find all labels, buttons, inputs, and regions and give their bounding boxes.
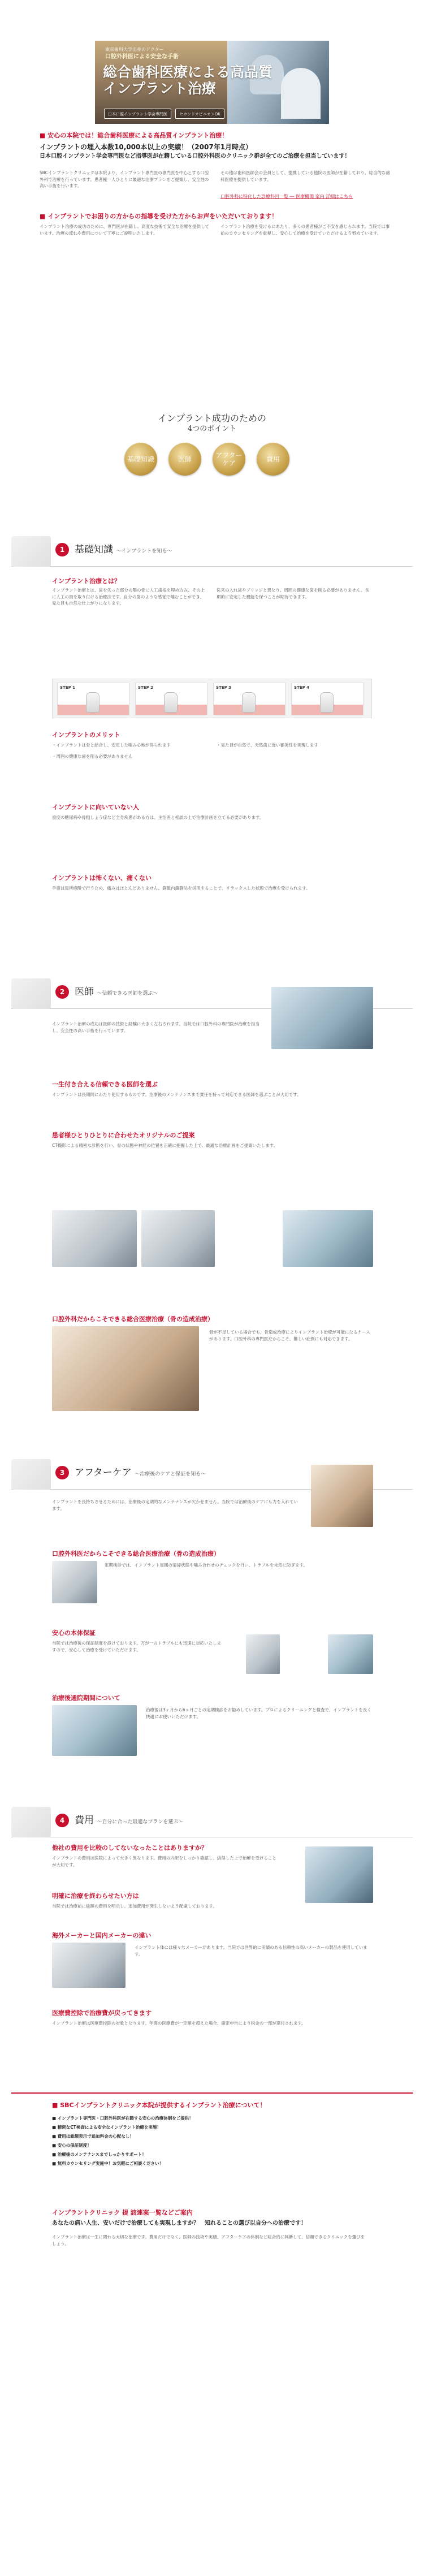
- implant-maker-photo: [52, 1943, 126, 1988]
- section3-deco: [11, 1459, 51, 1490]
- s2-p4: 骨が不足している場合でも、骨造成治療によりインプラント治療が可能になるケースがあります。口腔外科の専門医だからこそ、難しい症例にも対応できます。: [209, 1330, 370, 1341]
- summary-item-3: ■ 費用は総額表示で追加料金の心配なし！: [52, 2134, 134, 2139]
- s4-p1: インプラントの費用は医院によって大きく異なります。費用の内訳をしっかり確認し、納得した上で治療を受けることが大切です。: [52, 1856, 276, 1867]
- summary-item-4: ■ 安心の保証制度！: [52, 2143, 92, 2148]
- section1-title: [75, 543, 172, 557]
- s3-h2: 安心の本体保証: [52, 1629, 96, 1637]
- checkup-photo: [52, 1561, 97, 1603]
- point-doctor[interactable]: 医師: [168, 443, 201, 476]
- footer-body: インプラント治療は一生に関わる大切な治療です。費用だけでなく、医師の技術や実績、アフターケアの体制など総合的に判断して、信頼できるクリニックを選びましょう。: [52, 2234, 365, 2246]
- s3-h1: 口腔外科医だからこそできる総合医療治療（骨の造成治療）: [52, 1550, 220, 1557]
- section3-subtitle: ～治療後のケアと保証を知る～: [135, 1472, 206, 1477]
- s1-m1: ・インプラントは骨と結合し、安定した噛み心地が得られます: [52, 743, 171, 748]
- hero-chip-specialist[interactable]: 日本口腔インプラント学会専門医: [104, 109, 171, 119]
- s1-h1: インプラント治療とは？: [52, 577, 120, 585]
- section4-deco: [11, 1807, 51, 1837]
- intro2-body-right: インプラント治療を受けるにあたり、多くの患者様がご不安を感じられます。当院では事前のカウンセリングを重視し、安心して治療を受けていただけるよう努めています。: [220, 224, 390, 236]
- intro2-body-left: インプラント治療の成功のために、専門医が在籍し、高度な技術で安全な治療を提供しています。治療の流れや費用について丁寧にご説明いたします。: [40, 224, 209, 236]
- section2-title-text: 医師: [75, 986, 94, 998]
- section4-number: 4: [55, 1814, 69, 1827]
- s2-h3: 口腔外科だからこそできる総合医療治療（骨の造成治療）: [52, 1315, 214, 1323]
- summary-item-1: ■ インプラント専門医・口腔外科医が在籍する安心の治療体制をご提供！: [52, 2116, 193, 2121]
- s1-m3: ・見た目が自然で、天然歯に近い審美性を実現します: [217, 743, 318, 748]
- s4-h1: 他社の費用を比較のしてないなったことはありますか？: [52, 1844, 207, 1852]
- step-2: [135, 683, 207, 715]
- step-4-label: STEP 4: [294, 685, 310, 690]
- section3-title-text: アフターケア: [75, 1467, 132, 1478]
- point-aftercare[interactable]: アフターケア: [213, 443, 245, 476]
- section4-subtitle: ～自分に合った最適なプランを選ぶ～: [97, 1819, 184, 1825]
- s3-p2: 定期検診では、インプラント周囲の清掃状態や噛み合わせのチェックを行い、トラブルを未然に防ぎます。: [105, 1563, 308, 1568]
- s4-p3: インプラント体には様々なメーカーがあります。当院では世界的に実績のある信頼性の高いメーカーの製品を使用しています。: [135, 1945, 367, 1957]
- intro-tag: ■ 安心の本院では！総合歯科医療による高品質インプラント治療！: [40, 132, 228, 139]
- s1-h3: インプラントに向いていない人: [52, 804, 139, 811]
- section2-subtitle: ～信頼できる医師を選ぶ～: [97, 991, 158, 996]
- s2-p2: インプラントは長期間にわたり使用するものです。治療後のメンテナンスまで責任を持って対応できる医師を選ぶことが大切です。: [52, 1092, 301, 1097]
- s4-h2: 明確に治療を終わらせたい方は: [52, 1892, 139, 1900]
- intro-body-right: その他は歯科医師会の会員として、提携している他院の医師が在籍しており、総合的な歯科医療を提供しています。: [220, 170, 390, 182]
- s4-p2: 当院では治療前に総額の費用を明示し、追加費用が発生しないよう配慮しております。: [52, 1904, 217, 1909]
- s4-h3: 海外メーカーと国内メーカーの違い: [52, 1932, 152, 1939]
- warranty-photo: [328, 1634, 373, 1674]
- s2-p1: インプラント治療の成功は医師の技術と経験に大きく左右されます。当院では口腔外科の専門医が治療を担当し、安全性の高い手術を行っています。: [52, 1021, 259, 1033]
- s1-n1: 重度の糖尿病や骨粗しょう症など全身疾患がある方は、主治医と相談の上で治療計画を立てる必要があります。: [52, 815, 264, 820]
- hero-banner: [95, 41, 329, 124]
- s2-h1: 一生付き合える信頼できる医師を選ぶ: [52, 1081, 158, 1088]
- intro-link[interactable]: 口腔外科に特化した診療科目一覧 ― 医療機関 案内 詳細はこちら: [220, 194, 353, 199]
- section1-header: [11, 536, 413, 567]
- summary-item-2: ■ 精密なCT検査による安全なインプラント治療を実施！: [52, 2125, 161, 2130]
- s1-m2: ・周囲の健康な歯を削る必要がありません: [52, 754, 133, 759]
- summary-item-6: ■ 無料カウンセリング実施中！お気軽にご相談ください！: [52, 2161, 164, 2166]
- points-title-2: 4つのポイント: [187, 425, 237, 433]
- footer-tag: インプラントクリニック 提 該連案一覧などご案内: [52, 2209, 193, 2216]
- hero-sub: 東京歯科大学出身のドクター: [105, 47, 164, 52]
- section1-number: 1: [55, 543, 69, 556]
- clinic-visit-photo: [52, 1705, 137, 1756]
- section3-title: [75, 1466, 206, 1480]
- point-cost[interactable]: 費用: [257, 443, 289, 476]
- section2-deco: [11, 978, 51, 1009]
- intro-body-left: SBCインプラントクリニックは本院より、インプラント専門医の専門医を中心とする口腔外科で治療を行っています。患者様一人ひとりに最適な治療プランをご提案し、安全性の高い手術を行います。: [40, 170, 209, 189]
- hero-chip-second-opinion[interactable]: セカンドオピニオンOK: [175, 109, 224, 119]
- s2-h2: 患者様ひとりひとりに合わせたオリジナルのご提案: [52, 1132, 195, 1139]
- s2-p3: CT撮影による精密な診断を行い、骨の状態や神経の位置を正確に把握した上で、最適な治療計画をご提案いたします。: [52, 1143, 278, 1148]
- s1-h4: インプラントは怖くない、痛くない: [52, 874, 152, 882]
- s1-p1: インプラント治療とは、歯を失った部分の顎の骨に人工歯根を埋め込み、その上に人工の歯を取り付ける治療法です。自分の歯のような感覚で噛むことができ、見た目も自然な仕上がりになります。: [52, 588, 205, 606]
- step-1-label: STEP 1: [60, 685, 76, 690]
- s3-h3: 治療後通院期間について: [52, 1694, 120, 1702]
- aftercare-doctor-photo: [311, 1465, 373, 1527]
- intro-lead2: 日本口腔インプラント学会専門医など指導医が在籍している口腔外科医のクリニック群が全てのご治療を担当しています！: [40, 153, 351, 159]
- instrument-tray-photo: [283, 1210, 373, 1267]
- intro2-tag: ■ インプラントでお困りの方からの指導を受けた方からお声をいただいております！: [40, 213, 278, 220]
- equipment-photo: [141, 1210, 215, 1267]
- s3-p3: 当院では治療後の保証制度を設けております。万が一のトラブルにも迅速に対応いたしますので、安心して治療を受けていただけます。: [52, 1641, 222, 1652]
- hero-title: 総合歯科医療による高品質インプラント治療: [103, 64, 273, 97]
- s1-p2: 従来の入れ歯やブリッジと異なり、周囲の健康な歯を削る必要がありません。長期的に安定した機能を保つことが期待できます。: [217, 588, 369, 599]
- step-1: [57, 683, 129, 715]
- section1-subtitle: ～インプラントを知る～: [116, 549, 172, 554]
- point-basic[interactable]: 基礎知識: [124, 443, 157, 476]
- step-4: [291, 683, 364, 715]
- section4-title: [75, 1814, 183, 1828]
- cost-doctor-photo: [305, 1846, 373, 1903]
- s4-p4: インプラント治療は医療費控除の対象となります。年間の医療費が一定額を超えた場合、確定申告により税金の一部が還付されます。: [52, 2021, 306, 2026]
- doctor-photo: [271, 987, 373, 1049]
- points-title-1: インプラント成功のための: [157, 413, 266, 424]
- section1-title-text: 基礎知識: [75, 544, 113, 555]
- section4-title-text: 費用: [75, 1815, 94, 1826]
- s1-h2: インプラントのメリット: [52, 731, 120, 739]
- s3-p1: インプラントを長持ちさせるためには、治療後の定期的なメンテナンスが欠かせません。当院では治療後のケアにも力を入れています。: [52, 1499, 298, 1511]
- section1-deco: [11, 536, 51, 567]
- doctor-consult-photo: [52, 1326, 199, 1411]
- footer-lead: あなたの病い人生、安いだけで治療しても実現しますか？ 知れることの選び以自分への治療です！: [52, 2220, 306, 2227]
- section2-number: 2: [55, 985, 69, 999]
- implant-model-photo: [246, 1634, 280, 1674]
- step-2-label: STEP 2: [138, 685, 154, 690]
- step-3: [213, 683, 285, 715]
- hero-sub2: 口腔外科医による安全な手術: [105, 54, 179, 60]
- s4-h4: 医療費控除で治療費が戻ってきます: [52, 2009, 152, 2017]
- summary-divider: [11, 2092, 413, 2094]
- section2-title: [75, 985, 158, 999]
- section4-header: [11, 1807, 413, 1837]
- implant-steps: [52, 679, 372, 718]
- s1-n2: 手術は局所麻酔で行うため、痛みはほとんどありません。静脈内鎮静法を併用することで、リラックスした状態で治療を受けられます。: [52, 886, 310, 891]
- step-3-label: STEP 3: [216, 685, 232, 690]
- ct-scan-photo: [52, 1210, 137, 1267]
- s3-p4: 治療後は3ヶ月から6ヶ月ごとの定期検診をお勧めしています。プロによるクリーニングと検査で、インプラントを長く快適にお使いいただけます。: [146, 1707, 371, 1719]
- intro-lead: インプラントの埋入本数10,000本以上の実績！（2007年1月時点）: [40, 143, 253, 151]
- section3-number: 3: [55, 1466, 69, 1479]
- summary-tag: ■ SBCインプラントクリニック本院が提供するインプラント治療について！: [52, 2102, 266, 2109]
- summary-item-5: ■ 治療後のメンテナンスまでしっかりサポート！: [52, 2152, 146, 2157]
